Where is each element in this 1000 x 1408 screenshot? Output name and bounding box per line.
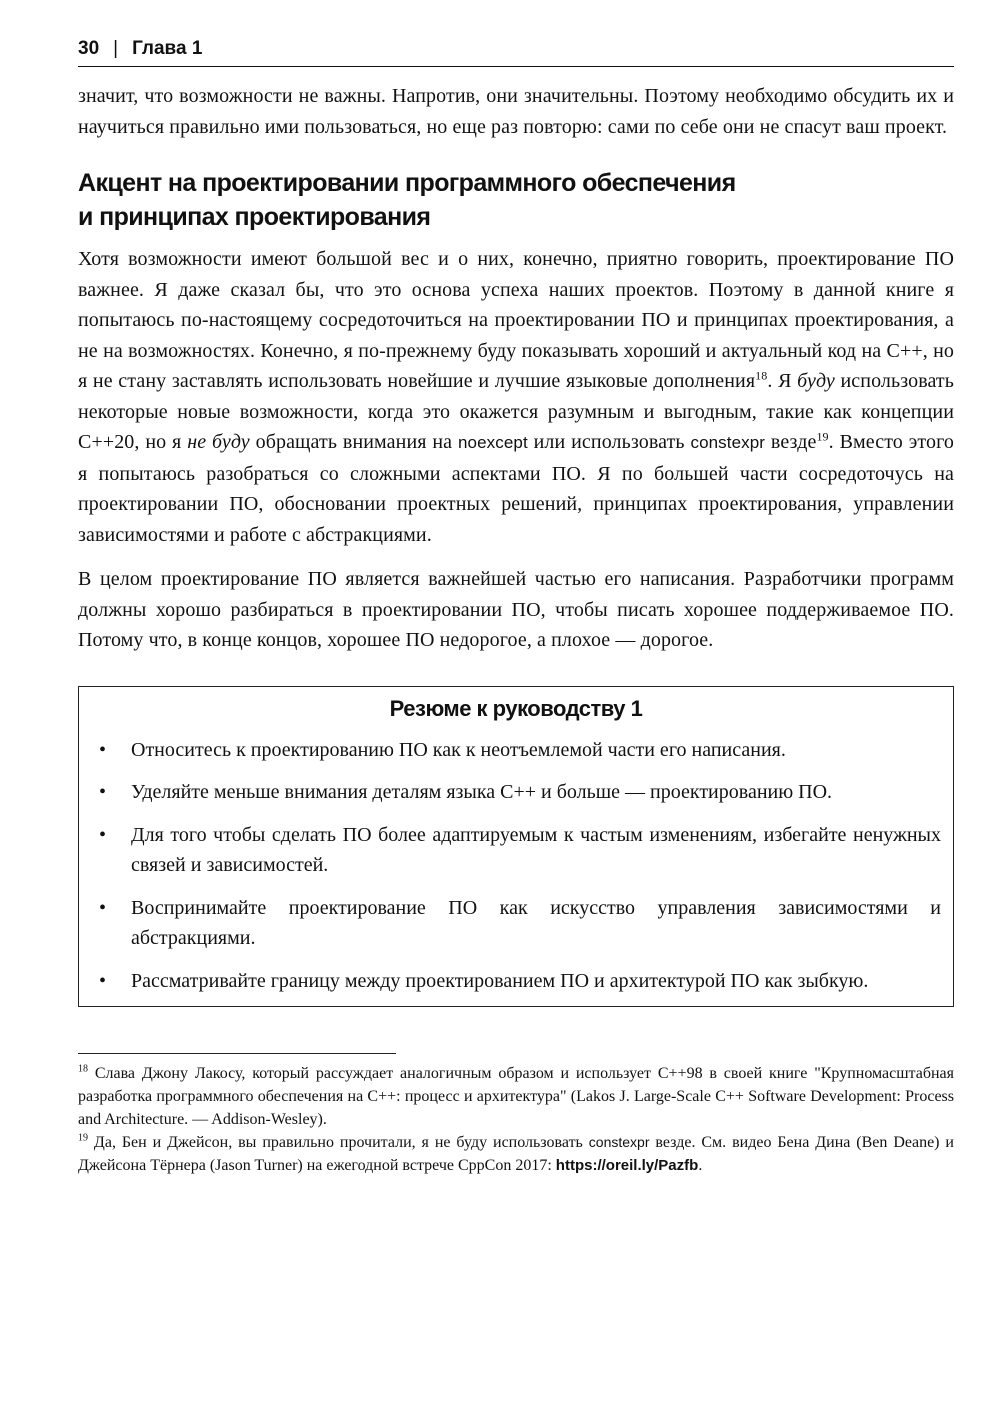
list-item bbox=[91, 820, 941, 881]
intro-paragraph: значит, что возможности не важны. Напротив, они значительны. Поэтому необходимо обсудить их и научиться правильно ими пользоваться, но еще раз повторю: сами по себе они не спасут ваш проект. bbox=[78, 85, 954, 138]
list-item-text: Относитесь к проектированию ПО как к неотъемлемой части его написания. bbox=[131, 738, 786, 761]
list-item bbox=[91, 966, 941, 997]
bullet-icon: • bbox=[99, 781, 107, 803]
text-run: Хотя возможности имеют большой вес и о них, конечно, приятно говорить, проектирование ПО важнее. Я даже сказал бы, что это основа успеха наших проектов. Поэтому в данной книге я попытаюсь по-настоящему сосредоточиться на проектировании ПО и принципах проектирования, а не на возможностях. Конечно, я по-прежнему буду показывать хороший и актуальный код на С++, но я не стану заставлять использовать новейшие и лучшие языковые дополнения bbox=[78, 248, 954, 392]
list-item bbox=[91, 735, 941, 766]
video-link[interactable]: https://oreil.ly/Pazfb bbox=[555, 1157, 699, 1174]
code-keyword: constexpr bbox=[690, 433, 766, 452]
footnotes bbox=[78, 1062, 954, 1177]
footnote-mark: 19 bbox=[78, 1132, 88, 1144]
emphasis: не буду bbox=[187, 431, 250, 453]
footnote-divider bbox=[78, 1053, 396, 1054]
bullet-icon: • bbox=[99, 896, 107, 919]
section-heading bbox=[78, 166, 954, 234]
list-item-text: Для того чтобы сделать ПО более адаптируемым к частым изменениям, избегайте ненужных связей и зависимостей. bbox=[131, 823, 941, 876]
list-item bbox=[91, 777, 941, 808]
text-run: везде bbox=[765, 431, 817, 453]
section-paragraph-2: В целом проектирование ПО является важнейшей частью его написания. Разработчики программ должны хорошо разбираться в проектировании ПО, чтобы писать хорошее поддерживаемое ПО. Потому что, в конце концов, хорошее ПО недорогое, а плохое — дорогое. bbox=[78, 568, 954, 651]
list-item-text: Воспринимайте проектирование ПО как искусство управления зависимостями и абстракциями. bbox=[131, 896, 941, 949]
footnote-text: Да, Бен и Джейсон, вы правильно прочитали, я не буду использовать bbox=[88, 1134, 589, 1151]
footnote-ref-19[interactable]: 19 bbox=[816, 429, 829, 444]
section-heading-line1: Акцент на проектировании программного обеспечения bbox=[78, 169, 736, 197]
running-head bbox=[78, 38, 954, 67]
page-number: 30 bbox=[78, 38, 100, 59]
chapter-title: Глава 1 bbox=[132, 38, 203, 59]
footnote-19 bbox=[78, 1131, 954, 1177]
list-item-text: Уделяйте меньше внимания деталям языка С++ и больше — проектированию ПО. bbox=[131, 781, 833, 803]
bullet-icon: • bbox=[99, 969, 107, 992]
guideline-summary-box bbox=[78, 686, 954, 1008]
emphasis: буду bbox=[797, 370, 835, 392]
bullet-icon: • bbox=[99, 738, 107, 761]
footnote-text: Слава Джону Лакосу, который рассуждает аналогичным образом и использует С++98 в своей книге "Крупномасштабная разработка программного обеспечения на С++: процесс и архитектура" (Lakos J. Large-Scale C++ Software Development: Process and Architecture. — Addison-Wesley). bbox=[78, 1065, 954, 1128]
footnote-18 bbox=[78, 1062, 954, 1131]
footnote-text: . bbox=[698, 1157, 703, 1174]
text-run: . Вместо этого я попытаюсь разобраться со сложными аспектами ПО. Я по большей части сосредоточусь на проектировании ПО, обосновании проектных решений, принципах проектирования, управлении зависимостями и работе с абстракциями. bbox=[78, 431, 955, 546]
text-run: обращать внимания на bbox=[249, 431, 458, 453]
summary-title: Резюме к руководству 1 bbox=[389, 695, 643, 721]
list-item bbox=[91, 893, 941, 954]
footnote-mark: 18 bbox=[78, 1063, 88, 1075]
code-keyword: noexcept bbox=[457, 433, 528, 452]
list-item-text: Рассматривайте границу между проектированием ПО и архитектурой ПО как зыбкую. bbox=[131, 969, 869, 992]
bullet-icon: • bbox=[99, 823, 107, 846]
code-keyword: constexpr bbox=[588, 1134, 650, 1150]
summary-list bbox=[91, 735, 941, 997]
text-run: . Я bbox=[767, 370, 798, 392]
text-run: или использовать bbox=[527, 431, 691, 453]
section-heading-line2: и принципах проектирования bbox=[78, 203, 431, 231]
book-page bbox=[78, 38, 954, 1177]
footnote-text: везде. См. видео Бена Дина (Ben Deane) и Джейсона Тёрнера (Jason Turner) на ежегодной встрече CppCon 2017: bbox=[78, 1134, 954, 1174]
header-separator: | bbox=[113, 38, 119, 59]
footnote-ref-18[interactable]: 18 bbox=[755, 368, 768, 383]
text-run: использовать некоторые новые возможности, когда это окажется разумным и выгодным, такие как концепции С++20, но я bbox=[78, 370, 954, 453]
section-paragraph-1 bbox=[78, 244, 954, 550]
